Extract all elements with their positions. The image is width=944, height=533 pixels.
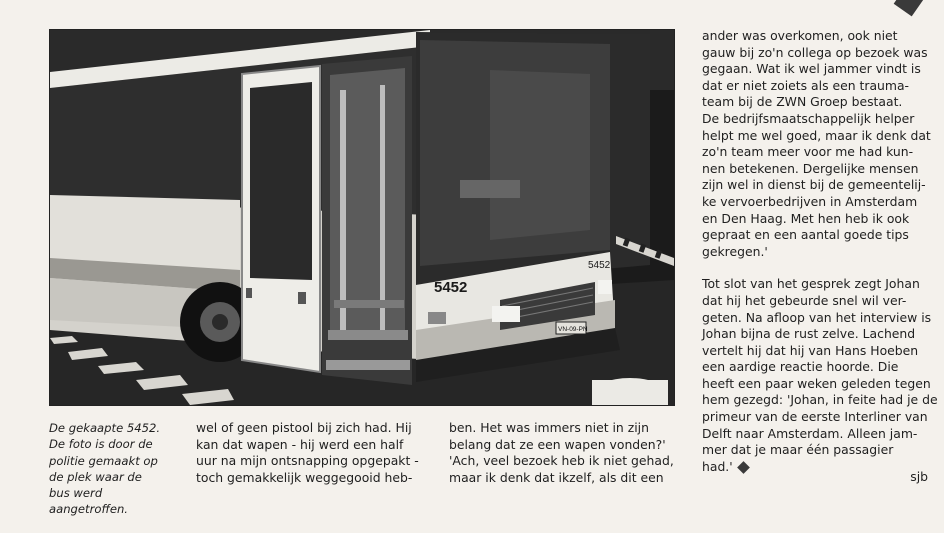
text-line: uur na mijn ontsnapping opgepakt -	[196, 453, 419, 469]
text-line: team bij de ZWN Groep bestaat.	[702, 94, 903, 110]
caption-line: De gekaapte 5452.	[49, 421, 161, 435]
end-of-article-icon	[737, 461, 750, 474]
paragraph-1	[702, 28, 934, 260]
caption-line: De foto is door de	[49, 437, 153, 452]
text-line: primeur van de eerste Interliner van	[702, 409, 928, 425]
text-line: gekregen.'	[702, 243, 768, 259]
photo-caption	[49, 420, 177, 518]
text-line: zo'n team meer voor me had kun-	[702, 144, 914, 160]
text-line: gegaan. Wat ik wel jammer vindt is	[702, 61, 921, 77]
text-line: geten. Na afloop van het interview is	[702, 309, 932, 325]
text-line: De bedrijfsmaatschappelijk helper	[702, 110, 915, 126]
text-line: ke vervoerbedrijven in Amsterdam	[702, 193, 918, 209]
text-line: 'Ach, veel bezoek heb ik niet gehad,	[449, 453, 674, 469]
license-plate: VN-09-PN	[558, 326, 588, 333]
text-line: hem gezegd: 'Johan, in feite had je de	[702, 392, 938, 408]
author-signature: sjb	[910, 469, 928, 484]
text-line: Johan bijna de rust zelve. Lachend	[702, 326, 916, 342]
text-line: een aardige reactie hoorde. Die	[702, 359, 899, 375]
corner-ornament	[894, 0, 925, 16]
text-line: en Den Haag. Met hen heb ik ook	[702, 210, 910, 226]
text-line: wel of geen pistool bij zich had. Hij	[196, 420, 412, 435]
text-line: gauw bij zo'n collega op bezoek was	[702, 44, 928, 60]
text-line: dat hij het gebeurde snel wil ver-	[702, 292, 907, 308]
paragraph-2	[702, 276, 938, 475]
caption-line: bus werd	[49, 486, 103, 501]
text-line-last	[702, 459, 934, 476]
bus-number-side: 5452	[434, 279, 468, 296]
text-line: had.'	[702, 458, 733, 474]
text-column-a	[196, 420, 421, 486]
bus-photo	[49, 29, 675, 406]
text-line: toch gemakkelijk weggegooid heb-	[196, 469, 413, 485]
text-column-right	[702, 28, 938, 475]
bus-number-front: 5452	[588, 260, 611, 271]
text-line: ander was overkomen, ook niet	[702, 28, 898, 43]
caption-line: politie gemaakt op	[49, 453, 158, 468]
text-line: vertelt hij dat hij van Hans Hoeben	[702, 342, 919, 358]
caption-line: aangetroffen.	[49, 502, 128, 517]
text-line: mer dat je maar één passagier	[702, 442, 894, 458]
text-line: gepraat en een aantal goede tips	[702, 227, 909, 243]
text-line: helpt me wel goed, maar ik denk dat	[702, 127, 931, 143]
text-line: maar ik denk dat ikzelf, als dit een	[449, 469, 664, 485]
text-line: Delft naar Amsterdam. Alleen jam-	[702, 425, 918, 441]
text-line: ben. Het was immers niet in zijn	[449, 420, 649, 435]
text-line: heeft een paar weken geleden tegen	[702, 375, 931, 391]
text-line: belang dat ze een wapen vonden?'	[449, 436, 666, 452]
text-line: Tot slot van het gesprek zegt Johan	[702, 276, 920, 292]
caption-line: de plek waar de	[49, 469, 142, 484]
text-column-b	[449, 420, 677, 486]
text-line: nen betekenen. Dergelijke mensen	[702, 160, 919, 176]
text-line: dat er niet zoiets als een trauma-	[702, 77, 910, 93]
text-line: kan dat wapen - hij werd een half	[196, 436, 404, 452]
text-line: zijn wel in dienst bij de gemeentelij-	[702, 177, 926, 193]
